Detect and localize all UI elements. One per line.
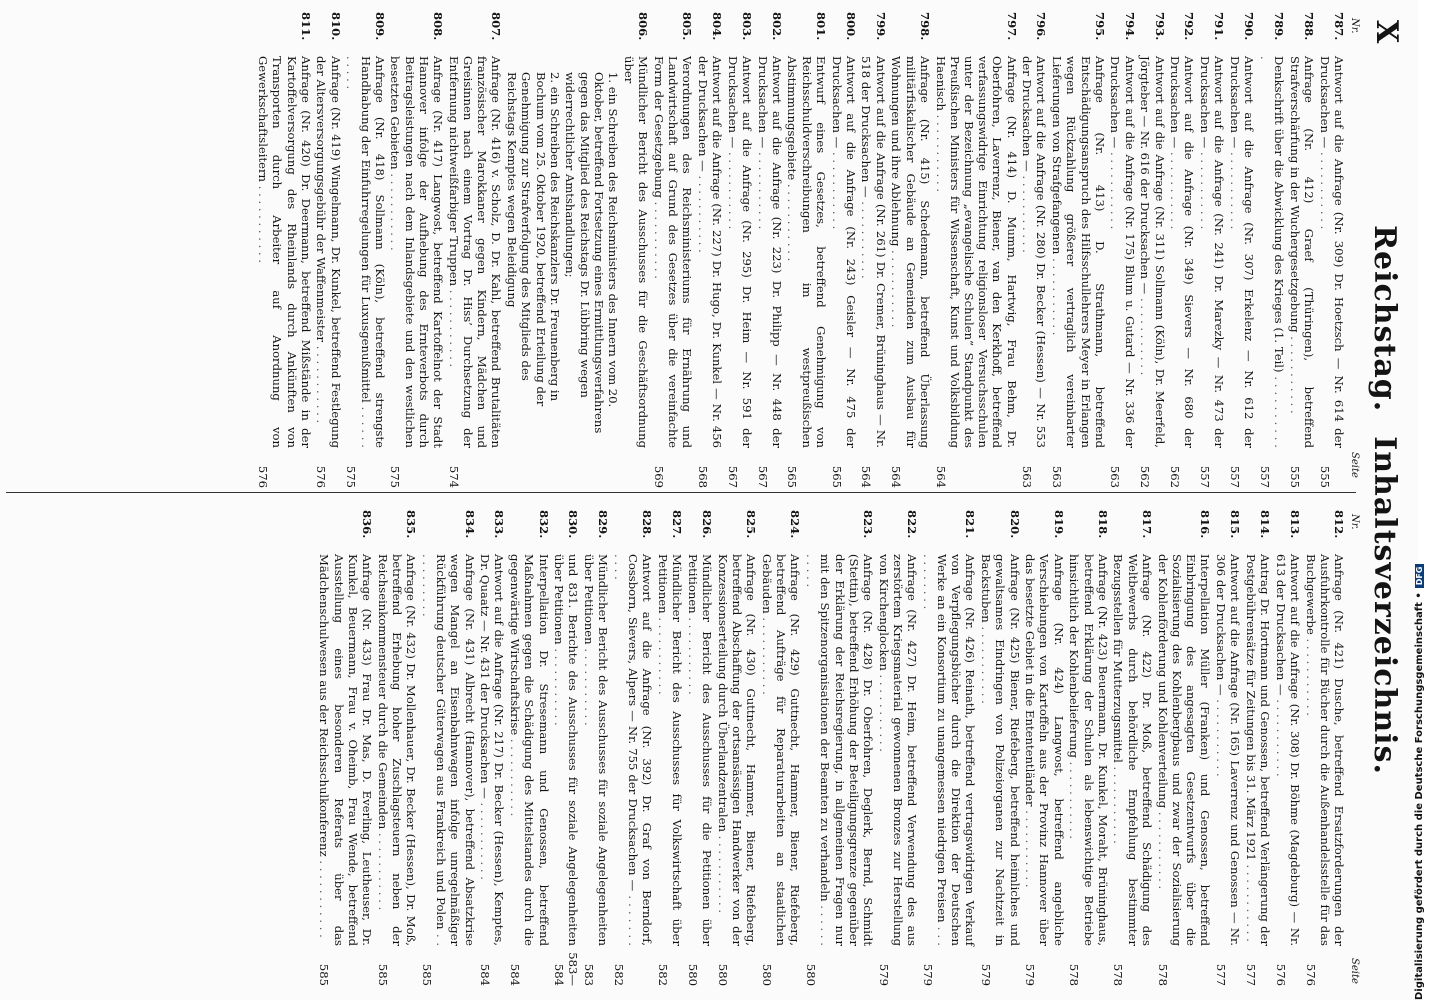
index-entry bbox=[376, 510, 419, 988]
left-column bbox=[6, 12, 1346, 490]
entry-text: Anfrage (Nr. 433) Frau Dr. Mas, D. Everling, Leutheuser, Dr. Kunkel, Beuermann, Frau v. Oheimb, Frau Wende, betreffend Ausstellung eines besonderen Referats über das Mädchenschulwesen aus der Reichsschulkonferenz . . . bbox=[317, 554, 374, 946]
page-column-number: X bbox=[1369, 20, 1404, 44]
entry-page: 583—584 bbox=[552, 952, 581, 986]
index-entry bbox=[508, 510, 551, 988]
entry-text: Anfrage (Nr. 420) Dr. Deermann, betreffend Mißstände in der Kartoffelversorgung des Rheinlands durch Ankünften von Transporten durch Arbeiter auf Anordnung von Gewerkschaftsleitern . . . bbox=[256, 56, 313, 448]
entry-page: 575 bbox=[388, 465, 403, 488]
entry-page: 564 bbox=[859, 465, 874, 488]
entry-text: Anfrage (Nr. 416) v. Scholz, D. Dr. Kahl, betreffend Brutalitäten französischer Marokkaner gegen Kindern, Mädchen und Greisinnen nach einem Vortrag Dr. Hiss’ Durchsetzung der Entfernung nichtweißfarbiger Truppen . . . bbox=[447, 56, 504, 448]
entry-page: 576 bbox=[1273, 963, 1288, 986]
entry-number: 793. bbox=[1152, 12, 1167, 41]
entry-number: 806. bbox=[635, 12, 650, 41]
entry-text: Mündlicher Bericht des Ausschusses für die Geschäftsordnung über bbox=[621, 56, 650, 448]
entry-text: Anfrage (Nr. 418) Sollmann (Köln), betreffend strengste Handhabung der Einfuhrregelungen für Luxusgenußmittel . . . bbox=[344, 56, 386, 448]
entry-page: 557 bbox=[1257, 465, 1272, 488]
entry-number: 815. bbox=[1228, 510, 1243, 539]
entry-number: 807. bbox=[489, 12, 504, 41]
entry-subitem: 1. ein Schreiben des Reichsministers des Innern vom 20. Oktober, betreffend Fortsetzung eines Ermittlungsverfahrens gegen das Mitglied des Reichstags Dr. Lübbring wegen widerrechtlicher Amtshandlungen; bbox=[563, 72, 621, 434]
entry-text: Mündlicher Bericht des Ausschusses für soziale Angelegenheiten über Petitionen . . . bbox=[582, 554, 610, 946]
entry-number: 824. bbox=[788, 510, 803, 539]
entry-number: 809. bbox=[372, 12, 387, 41]
index-entry bbox=[1244, 510, 1272, 988]
index-entry bbox=[804, 510, 875, 988]
entry-number: 798. bbox=[917, 12, 932, 41]
entry-number: 799. bbox=[873, 12, 888, 41]
index-entry bbox=[420, 510, 477, 988]
index-entry bbox=[1067, 510, 1110, 988]
index-entry bbox=[760, 510, 803, 988]
entry-page: 568 bbox=[695, 465, 710, 488]
index-entry bbox=[1168, 12, 1196, 490]
entry-text: Interpellation Dr. Stresemann und Genossen, betreffend Maßnahmen gegen die Schädigung des Mittelstandes durch die gegenwärtige Wirtschaftskrise . . . bbox=[508, 554, 550, 946]
entry-page: 563 bbox=[1050, 465, 1065, 488]
entry-text: Anfrage (Nr. 421) Dusche, betreffend Ersatzforderungen der Ausfuhrkontrolle für Bücher durch die Außenhandelsstelle für das Buchgewerbe . . . bbox=[1304, 554, 1346, 946]
page-header bbox=[1348, 0, 1410, 1000]
index-entry bbox=[979, 510, 1022, 988]
entry-page: 555 bbox=[1317, 465, 1332, 488]
index-entry bbox=[755, 12, 783, 490]
entry-number: 794. bbox=[1122, 12, 1137, 41]
index-entry bbox=[1020, 12, 1048, 490]
entry-text: Antwort auf die Anfrage (Nr. 217) Dr. Becker (Hessen), Kemptes, Dr. Quaatz — Nr. 431 der Drucksachen — . . . bbox=[478, 554, 506, 946]
entry-text: Anfrage (Nr. 426) Reinath, betreffend vertragswidrigen Verkauf von Verpflegungsbücher durch die Direktion der Deutschen Werke an ein Konsortium zu unangemessen niedrigen Preisen . . . bbox=[921, 554, 978, 946]
index-entry bbox=[933, 12, 1018, 490]
entry-number: 818. bbox=[1095, 510, 1110, 539]
entry-number: 820. bbox=[1007, 510, 1022, 539]
right-column bbox=[6, 510, 1346, 988]
entry-number: 830. bbox=[566, 510, 581, 539]
entry-page: 576 bbox=[314, 465, 329, 488]
entry-page: 584 bbox=[478, 963, 493, 986]
index-entry bbox=[785, 12, 828, 490]
entry-number: 812. bbox=[1332, 510, 1346, 539]
entry-page: 563 bbox=[1108, 465, 1123, 488]
index-entry bbox=[656, 510, 684, 988]
entry-number: 795. bbox=[1092, 12, 1107, 41]
entry-text: Verordnungen des Reichsministeriums für Ernährung und Landwirtschaft auf Grund des Gesetzes über die vereinfachte Form der Gesetzgebung . . . bbox=[652, 56, 694, 448]
entry-text: Antwort auf die Anfrage (Nr. 227) Dr. Hugo, Dr. Kunkel — Nr. 456 der Drucksachen — . . . bbox=[696, 56, 724, 448]
entry-page: 567 bbox=[755, 465, 770, 488]
title-right: Inhaltsverzeichnis. bbox=[1367, 436, 1402, 775]
entry-text: Antwort auf die Anfrage (Nr. 280) Dr. Becker (Hessen) — Nr. 553 der Drucksachen — . . . bbox=[1020, 56, 1048, 448]
entry-text: Anfrage (Nr. 432) Dr. Mollenhauer, Dr. Becker (Hessen), Dr. Moß, betreffend Erhebung hoher Zuschlagsteuern neben der Reichseinkommensteuer durch die Gemeinden . . . bbox=[376, 554, 418, 946]
entry-page: 580 bbox=[686, 963, 701, 986]
entry-number: 804. bbox=[709, 12, 724, 41]
entry-text: und 831. Berichte des Ausschusses für soziale Angelegenheiten über Petitionen . . . bbox=[552, 554, 580, 946]
index-entry bbox=[256, 12, 313, 490]
index-entry bbox=[582, 510, 610, 988]
entry-number: 790. bbox=[1242, 12, 1257, 41]
entry-text: Antwort auf die Anfrage (Nr. 309) Dr. Hoetzsch — Nr. 614 der Drucksachen — . . . bbox=[1318, 56, 1346, 448]
entry-page: 555 bbox=[1287, 465, 1302, 488]
index-entry bbox=[1050, 12, 1107, 490]
entry-text: Antwort auf die Anfrage (Nr. 243) Geisler — Nr. 475 der Drucksachen — . . . bbox=[830, 56, 858, 448]
entry-number: 817. bbox=[1139, 510, 1154, 539]
dfg-logo: DFG bbox=[1415, 564, 1424, 589]
entry-page: 580 bbox=[760, 963, 775, 986]
index-entry bbox=[859, 12, 887, 490]
label-nr-left: Nr. bbox=[1349, 18, 1360, 34]
index-entry bbox=[1138, 12, 1166, 490]
entry-number: 835. bbox=[404, 510, 419, 539]
entry-page: 569 bbox=[651, 465, 666, 488]
entry-page: 578 bbox=[1067, 963, 1082, 986]
page-title bbox=[1367, 0, 1402, 1000]
footer-text: Digitalisierung gefördert durch die Deutsche Forschungsgemeinschaft • bbox=[1414, 592, 1425, 1000]
digitization-credit bbox=[1414, 564, 1425, 1000]
label-seite-right: Seite bbox=[1349, 958, 1360, 984]
index-entry bbox=[921, 510, 978, 988]
entry-text: Antwort auf die Anfrage (Nr. 349) Sievers — Nr. 680 der Drucksachen — . . . bbox=[1168, 56, 1196, 448]
index-entry bbox=[696, 12, 724, 490]
entry-number: 823. bbox=[861, 510, 875, 539]
entry-page: 577 bbox=[1213, 963, 1228, 986]
entry-text: Anfrage (Nr. 429) Guttnecht, Hammer, Biener, Riefeberg, betreffend Aufträge für Reparaturarbeiten an staatlichen Gebäuden . . . bbox=[760, 554, 802, 946]
index-entry bbox=[1108, 12, 1136, 490]
entry-number: 802. bbox=[769, 12, 784, 41]
entry-number: 825. bbox=[744, 510, 759, 539]
entry-number: 791. bbox=[1212, 12, 1227, 41]
entry-text: Anfrage (Nr. 413) D. Strathmann, betreffend Entschädigungsanspruch des Hilfsschullehrers Meyer in Erlangen wegen Rückzahlung größerer vertraglich vereinbarter Lieferungen von Strafgefangenen . . . bbox=[1050, 56, 1107, 448]
entry-number: 834. bbox=[462, 510, 477, 539]
entry-page: 579 bbox=[1023, 963, 1038, 986]
entry-number: 801. bbox=[813, 12, 828, 41]
entry-text: Anfrage (Nr. 415) Schedemann, betreffend Überlassung militärfiskalischer Gebäude an Gemeinden zum Ausbau für Wohnungen und ihre Ablehnung . . . bbox=[889, 56, 931, 448]
index-entry bbox=[552, 510, 580, 988]
entry-page: 575 bbox=[344, 465, 359, 488]
index-entry bbox=[612, 510, 655, 988]
entry-page: 576 bbox=[256, 465, 271, 488]
entry-page: 582 bbox=[656, 963, 671, 986]
index-entry bbox=[388, 12, 445, 490]
title-left: Reichstag. bbox=[1367, 225, 1402, 413]
entry-page: 580 bbox=[715, 963, 730, 986]
entry-number: 789. bbox=[1272, 12, 1287, 41]
entry-page: 579 bbox=[876, 963, 891, 986]
index-entry bbox=[686, 510, 714, 988]
entry-text: Anfrage (Nr. 427) Dr. Heim, betreffend Verwendung des aus zerstörtem Kriegsmaterial gewonnenen Bronzes zur Herstellung von Kirchenglocken . . . bbox=[877, 554, 919, 946]
entry-page: 584 bbox=[508, 963, 523, 986]
index-entry bbox=[651, 12, 694, 490]
entry-subitem: 2. ein Schreiben des Reichskanzlers Dr. Freunenberg in Bochum vom 25. Oktober 1920, betreffend Erteilung der Genehmigung zur Strafverfolgung des Mitglieds des Reichstags Kemptes wegen Beleidigung bbox=[505, 72, 562, 407]
entry-page: 557 bbox=[1228, 465, 1243, 488]
entry-page: 582 bbox=[612, 963, 627, 986]
index-entry bbox=[1198, 12, 1226, 490]
entry-text: Anfrage (Nr. 422) Dr. Moß, betreffend Schädigung des Weltbewerbs durch behördliche Empfehlung bestimmter Bezugsstellen für Mutterzugsmittel . . . bbox=[1111, 554, 1153, 946]
index-entry bbox=[314, 12, 342, 490]
entry-text: Anfrage (Nr. 412) Graef (Thüringen), betreffend Strafverschärfung in der Wuchergesetzgebung . . . bbox=[1288, 56, 1316, 448]
entry-page: 578 bbox=[1155, 963, 1170, 986]
entry-text: Antwort auf die Anfrage (Nr. 392) Dr. Graf von Berndorf, Cossborn, Sievers, Alpers — Nr. 755 der Drucksachen — . . . bbox=[612, 554, 654, 946]
entry-page: 563 bbox=[1020, 465, 1035, 488]
entry-page: 564 bbox=[889, 465, 904, 488]
entry-number: 811. bbox=[298, 12, 313, 41]
entry-text: Anfrage (Nr. 417) Langwost, betreffend Kartoffelnot der Stadt Hannover infolge der Aufhebung des Ernteverbots durch Beitragsleistungen nach dem Inlandsgebiete und den westlichen besetzten Gebieten . . . bbox=[389, 56, 446, 448]
entry-page: 574 bbox=[446, 465, 461, 488]
entry-number: 803. bbox=[739, 12, 754, 41]
entry-text: Antwort auf die Anfrage (Nr. 308) Dr. Böhme (Magdeburg) — Nr. 613 der Drucksachen — . . . bbox=[1274, 554, 1302, 946]
entry-number: 833. bbox=[492, 510, 507, 539]
entry-text: Anfrage (Nr. 424) Langwost, betreffend angebliche Verschiebungen von Kartoffeln aus der Provinz Hannover über das besetzte Gebiet in die Entententländer . . . bbox=[1023, 554, 1065, 946]
index-entry bbox=[1258, 12, 1286, 490]
entry-number: 829. bbox=[596, 510, 611, 539]
entry-text: Entwurf eines Gesetzes, betreffend Genehmigung von Reichsschuldverschreibungen im westpreußischen Abstimmungsgebiete . . . bbox=[785, 56, 827, 448]
entry-text: Anfrage (Nr. 430) Guttnecht, Hammer, Biener, Riefeberg, betreffend Abschaffung der ortsansässigen Handwerker von der Konzessionserteilung durch Überlandzentralen . . . bbox=[716, 554, 758, 946]
entry-text: Anfrage (Nr. 419) Wingelmann, Dr. Kunkel, betreffend Festlegung der Altersversorgungsgebühr der Waffenmeister . . . bbox=[314, 56, 342, 448]
entry-page: 579 bbox=[920, 963, 935, 986]
entry-number: 788. bbox=[1302, 12, 1317, 41]
entry-text: Anfrage (Nr. 425) Biener, Riefeberg, betreffend heimliches und gewaltsames Eindringen von Polizeiorganen zur Nachtzeit in Backstuben . . . bbox=[979, 554, 1021, 946]
entry-text: Antwort auf die Anfrage (Nr. 261) Dr. Cremer, Brüninghaus — Nr. 518 der Drucksachen — . . . bbox=[860, 56, 888, 448]
entry-page: 564 bbox=[933, 465, 948, 488]
index-entry bbox=[889, 12, 932, 490]
entry-page: 585 bbox=[419, 963, 434, 986]
entry-text: Antwort auf die Anfrage (Nr. 241) Dr. Marezky — Nr. 473 der Drucksachen — . . . bbox=[1198, 56, 1226, 448]
entry-text: Antwort auf die Anfrage (Nr. 223) Dr. Philipp — Nr. 448 der Drucksachen — . . . bbox=[756, 56, 784, 448]
entry-number: 816. bbox=[1198, 510, 1213, 539]
entry-number: 796. bbox=[1034, 12, 1049, 41]
index-entry bbox=[447, 12, 504, 490]
entry-text: Anfrage (Nr. 414) D. Mumm, Hartwig, Frau Behm, Dr. Oberfohren, Laverrenz, Biener, van den Kerkhoff, betreffend verfassungswidrige Einrichtung religionsloser Versuchsschulen unter der Bezeichnung „evangelische Schulen“ Standpunkt des Preußischen Ministers für Wissenschaft, Kunst und Volksbildung Haenisch . . . bbox=[934, 56, 1019, 448]
entry-text: Mündlicher Bericht des Ausschusses für die Petitionen über Petitionen . . . bbox=[686, 554, 714, 946]
entry-text: Interpellation Müller (Franken) und Genossen, betreffend Einbringung des angesagten Gesetzentwurfs über die Sozialisierung des Kohlenbergbaus und zwar der Sozialisierung der Kohlenförderung und Kohlenverteilung . . . bbox=[1156, 554, 1213, 946]
entry-text: Antwort auf die Anfrage (Nr. 307) Erkelenz — Nr. 612 der Drucksachen — . . . bbox=[1228, 56, 1256, 448]
column-divider bbox=[6, 492, 1356, 493]
index-entry bbox=[1273, 510, 1301, 988]
entry-page: 557 bbox=[1198, 465, 1213, 488]
index-entry bbox=[1023, 510, 1066, 988]
index-entry bbox=[1111, 510, 1154, 988]
entry-number: 821. bbox=[963, 510, 978, 539]
index-entry bbox=[716, 510, 759, 988]
entry-text: Antwort auf die Anfrage (Nr. 311) Sollmann (Köln), Dr. Meerfeld, Jörgteber — Nr. 616 der Drucksachen — . . . bbox=[1138, 56, 1166, 448]
entry-text: Anfrage (Nr. 423) Beuermann, Dr. Kunkel, Moraht, Brüninghaus, betreffend Erklärung der Schulen als lebenswichtige Betriebe hinsichtlich der Kohlenbelieferung . . . bbox=[1067, 554, 1109, 946]
entry-number: 832. bbox=[536, 510, 551, 539]
entry-number: 800. bbox=[843, 12, 858, 41]
index-entry bbox=[1318, 12, 1346, 490]
entry-number: 810. bbox=[328, 12, 343, 41]
index-entry bbox=[1228, 12, 1256, 490]
entry-number: 792. bbox=[1182, 12, 1197, 41]
entry-number: 819. bbox=[1051, 510, 1066, 539]
index-entry bbox=[478, 510, 506, 988]
entry-text: Mündlicher Bericht des Ausschusses für Volkswirtschaft über Petitionen . . . bbox=[656, 554, 684, 946]
entry-page: 577 bbox=[1243, 963, 1258, 986]
entry-text: Antwort auf die Anfrage (Nr. 295) Dr. Heim — Nr. 591 der Drucksachen — . . . bbox=[726, 56, 754, 448]
entry-page: 562 bbox=[1168, 465, 1183, 488]
entry-number: 836. bbox=[360, 510, 375, 539]
index-entry bbox=[317, 510, 374, 988]
index-entry bbox=[725, 12, 753, 490]
entry-number: 787. bbox=[1332, 12, 1346, 41]
label-nr-right: Nr. bbox=[1349, 514, 1360, 530]
entry-text: Antrag Dr. Hortmann und Genossen, betreffend Verlängerung der Postgebührensätze für Zeitungen bis 31. März 1921 . . . bbox=[1244, 554, 1272, 946]
entry-number: 805. bbox=[680, 12, 695, 41]
index-entry bbox=[877, 510, 920, 988]
entry-page: 585 bbox=[317, 963, 332, 986]
index-entry bbox=[1288, 12, 1316, 490]
entry-page: 562 bbox=[1138, 465, 1153, 488]
entry-page: 567 bbox=[725, 465, 740, 488]
entry-page: 576 bbox=[1303, 963, 1318, 986]
index-entry bbox=[1155, 510, 1212, 988]
entry-number: 822. bbox=[905, 510, 920, 539]
entry-page: 565 bbox=[829, 465, 844, 488]
index-entry bbox=[344, 12, 387, 490]
entry-text: Denkschrift über die Abwicklung des Krieges (1. Teil) . . . bbox=[1258, 56, 1286, 448]
label-seite-left: Seite bbox=[1349, 452, 1360, 478]
index-entry bbox=[1214, 510, 1242, 988]
entry-text: Anfrage (Nr. 431) Albrecht (Hannover), betreffend Absatzkrise wegen Mangel an Eisenbahnwagen infolge unregelmäßiger Rückführung deutscher Güterwagen aus Frankreich und Polen . . . bbox=[420, 554, 477, 946]
entry-page: 565 bbox=[785, 465, 800, 488]
entry-text: Anfrage (Nr. 428) Dr. Oberfohren, Deglerk, Bernd, Schmidt (Stettin), betreffend Erhöhung der Beteiligungsgrenze gegenüber der Erklärung der Reichsregierung, in allgemeinen Fragen nur mit den Spitzenorganisationen der Beamten zu verhandeln . . . bbox=[804, 554, 875, 946]
entry-page: 578 bbox=[1111, 963, 1126, 986]
index-entry bbox=[829, 12, 857, 490]
entry-page: 579 bbox=[979, 963, 994, 986]
entry-number: 826. bbox=[700, 510, 715, 539]
entry-page: 583 bbox=[582, 963, 597, 986]
entry-number: 827. bbox=[670, 510, 685, 539]
entry-page: 585 bbox=[375, 963, 390, 986]
entry-number: 808. bbox=[431, 12, 446, 41]
entry-number: 813. bbox=[1287, 510, 1302, 539]
entry-number: 814. bbox=[1257, 510, 1272, 539]
entry-text: Antwort auf die Anfrage (Nr. 165) Laverrenz und Genossen — Nr. 306 der Drucksachen — . . . bbox=[1214, 554, 1242, 946]
entry-text: Antwort auf die Anfrage (Nr. 175) Blum u. Gutard — Nr. 336 der Drucksachen — . . . bbox=[1108, 56, 1136, 448]
index-entry bbox=[622, 12, 650, 490]
entry-number: 797. bbox=[1004, 12, 1019, 41]
entry-page: 580 bbox=[804, 963, 819, 986]
entry-number: 828. bbox=[640, 510, 655, 539]
index-entry bbox=[1303, 510, 1346, 988]
